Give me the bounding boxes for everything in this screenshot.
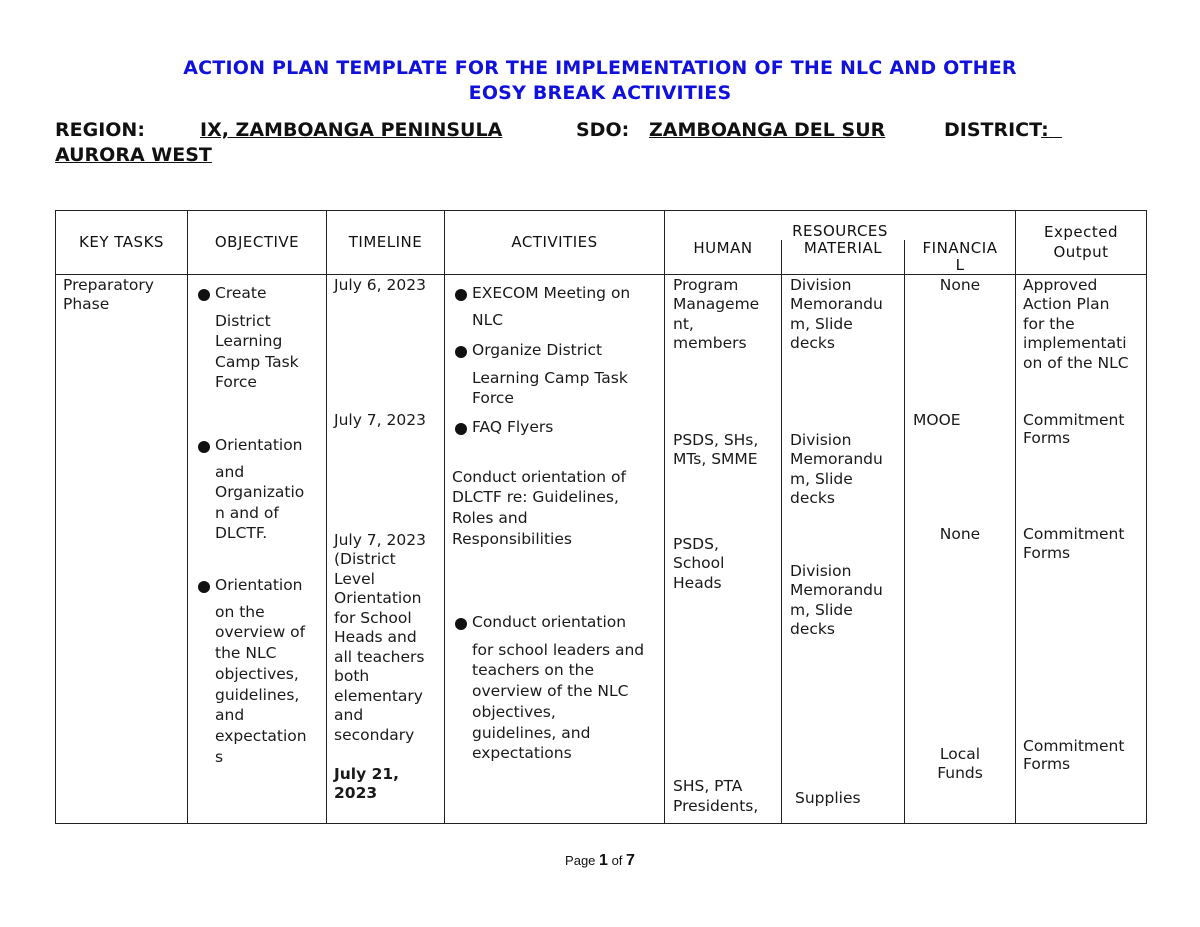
activity-1-first: EXECOM Meeting on: [472, 283, 631, 302]
header-activities: ACTIVITIES: [445, 211, 665, 275]
sdo-label: SDO:: [576, 119, 630, 141]
district-label: DISTRICT:: [944, 119, 1049, 141]
bullet-icon: [455, 423, 467, 435]
timeline-item-1: July 6, 2023: [334, 275, 426, 294]
of-word: of: [611, 853, 623, 868]
objective-3-first: Orientation: [215, 575, 303, 594]
objective-3-rest: on the overview of the NLC objectives, guidelines, and expectation s: [215, 602, 307, 767]
bullet-icon: [198, 441, 210, 453]
header-financial: FINANCIA L: [905, 240, 1016, 275]
bullet-icon: [455, 346, 467, 358]
activity-1-rest: NLC: [472, 310, 504, 329]
human-item-4: SHS, PTA Presidents,: [673, 776, 759, 815]
financial-item-3: None: [939, 524, 981, 543]
material-item-3: Division Memorandu m, Slide decks: [790, 561, 883, 638]
financial-item-1: None: [939, 275, 981, 294]
expected-item-2: Commitment Forms: [1023, 410, 1125, 447]
material-item-4: Supplies: [795, 788, 861, 807]
objective-1-rest: District Learning Camp Task Force: [215, 311, 299, 391]
activity-2-rest: Learning Camp Task Force: [472, 368, 628, 407]
expected-item-4: Commitment Forms: [1023, 736, 1125, 773]
key-tasks-cell: [56, 274, 188, 823]
region-label: REGION:: [55, 119, 145, 141]
key-task-text: Preparatory Phase: [63, 275, 154, 313]
header-expected-output: Expected Output: [1016, 211, 1147, 275]
sdo-value: ZAMBOANGA DEL SUR: [649, 119, 886, 141]
human-item-3: PSDS, School Heads: [673, 534, 725, 592]
action-plan-table: [55, 210, 1147, 824]
page-number: 1: [599, 852, 608, 869]
timeline-item-2: July 7, 2023: [334, 410, 426, 429]
activity-5-rest: for school leaders and teachers on the overview of the NLC objectives, guidelines, and expectations: [472, 640, 645, 763]
header-material: MATERIAL: [782, 240, 905, 275]
document-title-line-2: EOSY BREAK ACTIVITIES: [468, 82, 732, 104]
objective-2-rest: and Organizatio n and of DLCTF.: [215, 462, 305, 542]
header-resources: RESOURCES: [665, 211, 1016, 240]
header-human: HUMAN: [665, 240, 782, 275]
timeline-item-3: July 7, 2023 (District Level Orientation for School Heads and all teachers both elementary and secondary: [334, 530, 426, 744]
financial-item-4: Local Funds: [937, 744, 983, 782]
material-cell: [782, 274, 905, 823]
page-footer: [0, 852, 1200, 870]
document-title-line-1: ACTION PLAN TEMPLATE FOR THE IMPLEMENTATION OF THE NLC AND OTHER: [183, 57, 1017, 79]
activity-5-first: Conduct orientation: [472, 612, 627, 631]
financial-item-2: MOOE: [913, 410, 961, 429]
activity-3-first: FAQ Flyers: [472, 417, 554, 436]
bullet-icon: [198, 581, 210, 593]
human-item-2: PSDS, SHs, MTs, SMME: [673, 430, 759, 468]
header-timeline: TIMELINE: [327, 211, 445, 275]
financial-cell: [905, 274, 1016, 823]
human-cell: [665, 274, 782, 823]
expected-item-1: Approved Action Plan for the implementati on of the NLC: [1023, 275, 1129, 372]
bullet-icon: [455, 289, 467, 301]
material-item-1: Division Memorandu m, Slide decks: [790, 275, 883, 352]
header-objective: OBJECTIVE: [188, 211, 327, 275]
header-key-tasks: KEY TASKS: [56, 211, 188, 275]
objective-cell: [188, 274, 327, 823]
page-word: Page: [565, 853, 596, 868]
bullet-icon: [198, 289, 210, 301]
district-value: AURORA WEST: [55, 144, 212, 166]
page-total: 7: [626, 852, 635, 869]
timeline-item-4: July 21, 2023: [334, 764, 400, 802]
region-value: IX, ZAMBOANGA PENINSULA: [200, 119, 503, 141]
human-item-1: Program Manageme nt, members: [673, 275, 760, 352]
objective-2-first: Orientation: [215, 435, 303, 454]
material-item-2: Division Memorandu m, Slide decks: [790, 430, 883, 507]
objective-1-first: Create: [215, 283, 267, 302]
activity-2-first: Organize District: [472, 340, 603, 359]
activities-cell: [445, 274, 665, 823]
expected-output-cell: [1016, 274, 1147, 823]
bullet-icon: [455, 618, 467, 630]
activity-4-text: Conduct orientation of DLCTF re: Guidelines, Roles and Responsibilities: [452, 467, 626, 548]
expected-item-3: Commitment Forms: [1023, 524, 1125, 562]
timeline-cell: [327, 274, 445, 823]
